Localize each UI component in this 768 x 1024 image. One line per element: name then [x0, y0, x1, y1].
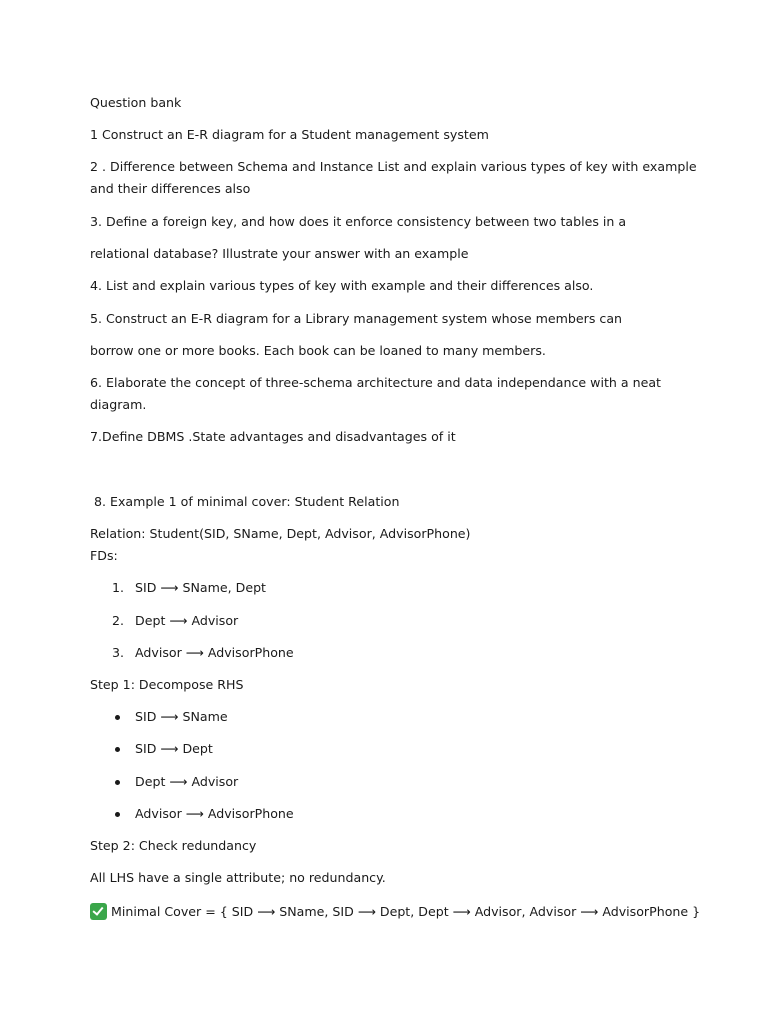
fd-number: 2.	[112, 613, 125, 628]
question-5-line-1: 5. Construct an E-R diagram for a Library management system whose members can	[90, 311, 623, 326]
fd-text: SID ⟶ SName, Dept	[135, 580, 266, 595]
question-2-line-1: 2 . Difference between Schema and Instance List and explain various types of key with example	[90, 159, 697, 174]
question-3-line-2: relational database? Illustrate your answer with an example	[90, 246, 469, 261]
decomposed-fd-text: SID ⟶ SName	[135, 709, 228, 724]
bullet-icon	[115, 715, 120, 720]
question-5-line-2: borrow one or more books. Each book can be loaned to many members.	[90, 343, 546, 358]
fds-label: FDs:	[90, 548, 118, 563]
fd-number: 1.	[112, 580, 125, 595]
question-2-line-2: and their differences also	[90, 181, 251, 196]
minimal-cover-line	[90, 903, 700, 920]
relation-definition: Relation: Student(SID, SName, Dept, Advisor, AdvisorPhone)	[90, 526, 471, 541]
check-mark-icon	[90, 903, 107, 920]
decomposed-fd-text: Dept ⟶ Advisor	[135, 774, 239, 789]
question-1: 1 Construct an E-R diagram for a Student management system	[90, 127, 489, 142]
decomposed-fd-text: Advisor ⟶ AdvisorPhone	[135, 806, 294, 821]
redundancy-note: All LHS have a single attribute; no redundancy.	[90, 870, 386, 885]
bullet-icon	[115, 747, 120, 752]
step-1-heading: Step 1: Decompose RHS	[90, 677, 244, 692]
document-title: Question bank	[90, 95, 182, 110]
fd-text: Advisor ⟶ AdvisorPhone	[135, 645, 294, 660]
decomposed-fd-text: SID ⟶ Dept	[135, 741, 213, 756]
question-6-line-2: diagram.	[90, 397, 147, 412]
minimal-cover-text: Minimal Cover = { SID ⟶ SName, SID ⟶ Dept, Dept ⟶ Advisor, Advisor ⟶ AdvisorPhone }	[111, 904, 701, 919]
question-6-line-1: 6. Elaborate the concept of three-schema architecture and data independance with a neat	[90, 375, 661, 390]
fd-text: Dept ⟶ Advisor	[135, 613, 239, 628]
example-heading: 8. Example 1 of minimal cover: Student Relation	[90, 494, 400, 509]
question-7: 7.Define DBMS .State advantages and disadvantages of it	[90, 429, 456, 444]
bullet-icon	[115, 812, 120, 817]
bullet-icon	[115, 780, 120, 785]
step-2-heading: Step 2: Check redundancy	[90, 838, 257, 853]
fd-number: 3.	[112, 645, 125, 660]
question-3-line-1: 3. Define a foreign key, and how does it enforce consistency between two tables in a	[90, 214, 627, 229]
question-4: 4. List and explain various types of key with example and their differences also.	[90, 278, 594, 293]
